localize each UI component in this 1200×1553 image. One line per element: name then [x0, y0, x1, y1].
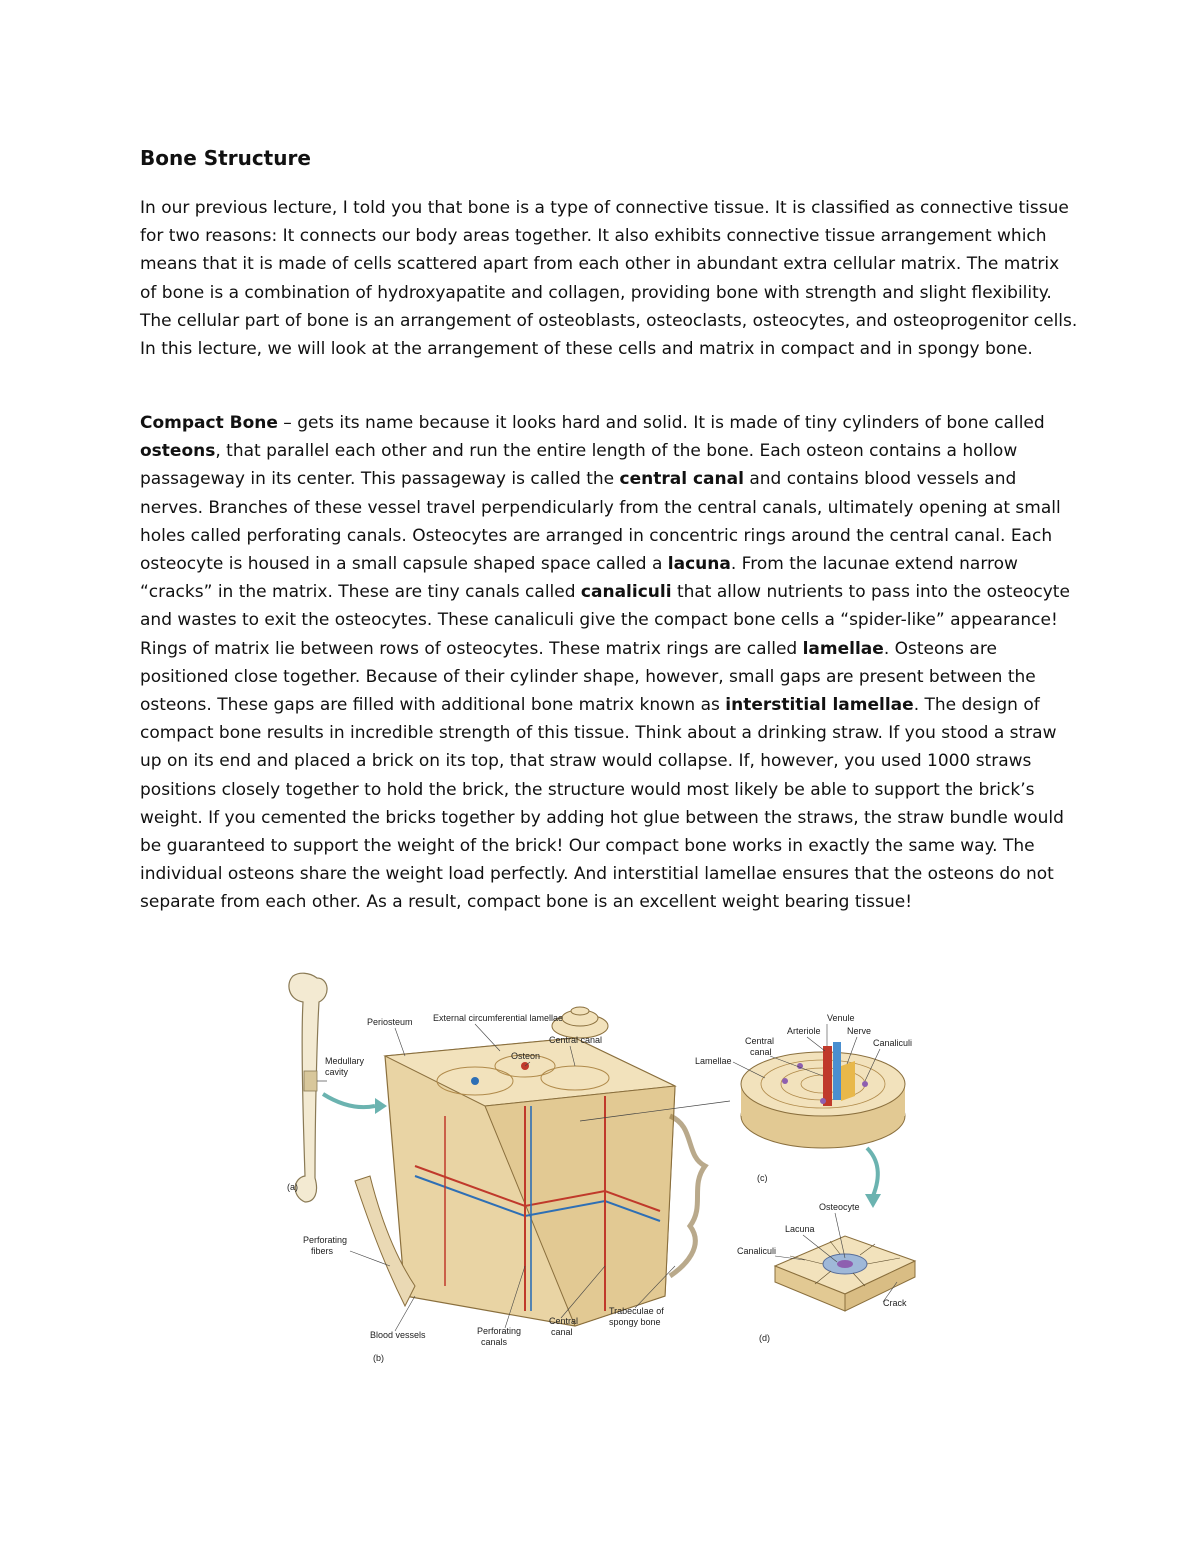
arrow-head-icon: [865, 1194, 881, 1208]
label-cavity: cavity: [325, 1067, 349, 1077]
arrow-c-to-d: [867, 1148, 878, 1196]
label-d-canaliculi: Canaliculi: [737, 1246, 777, 1256]
label-crack: Crack: [883, 1298, 907, 1308]
label-c-central-1: Central: [745, 1036, 775, 1046]
term-lamellae: lamellae: [802, 638, 884, 659]
label-c-central-2: canal: [750, 1047, 772, 1057]
label-central-canal-b-1: Central: [549, 1316, 579, 1326]
arrow-head-icon: [375, 1098, 387, 1114]
label-periosteum: Periosteum: [367, 1017, 413, 1027]
label-perforating-fibers-2: fibers: [311, 1246, 334, 1256]
label-trabeculae-2: spongy bone: [609, 1317, 661, 1327]
label-osteon: Osteon: [511, 1051, 541, 1061]
label-b: (b): [373, 1353, 384, 1363]
label-c: (c): [757, 1173, 768, 1183]
text-span: . The design of compact bone results in incredible strength of this tissue. Think about a drinking straw. If you stood a straw up on its end and placed a brick on its top, that straw would collapse. If, however, you used 1000 straws positions closely together to hold the brick, the structure would most likely be able to support the brick’s weight. If you cemented the bricks together by adding hot glue between the straws, the straw bundle would be guaranteed to support the weight of the brick! Our compact bone works in exactly the same way. The individual osteons share the weight load perfectly. And interstitial lamellae ensures that the osteons do not separate from each other. As a result, compact bone is an excellent weight bearing tissue!: [140, 695, 1064, 913]
bone-structure-figure: [275, 966, 935, 1366]
label-perforating-fibers-1: Perforating: [303, 1235, 348, 1245]
label-blood-vessels: Blood vessels: [370, 1330, 426, 1340]
label-arteriole: Arteriole: [787, 1026, 821, 1036]
label-perforating-canals-2: canals: [481, 1337, 508, 1347]
term-lacuna: lacuna: [667, 554, 731, 575]
label-d: (d): [759, 1333, 770, 1343]
arrow-a-to-b: [323, 1094, 375, 1107]
term-interstitial-lamellae: interstitial lamellae: [725, 695, 914, 716]
label-venule: Venule: [827, 1013, 855, 1023]
page-title: Bone Structure: [140, 146, 311, 170]
osteon-disc: [741, 1042, 905, 1148]
term-canaliculi: canaliculi: [580, 582, 672, 603]
label-c-canaliculi: Canaliculi: [873, 1038, 913, 1048]
label-lamellae: Lamellae: [695, 1056, 732, 1066]
label-medullary: Medullary: [325, 1056, 365, 1066]
label-a: (a): [287, 1182, 298, 1192]
text-span: that allow nutrients to pass into the osteocyte and wastes to exit the osteocytes. These canaliculi give the compact bone cells a “spider-like” appearance! Rings of matrix lie between rows of osteocytes. These matrix rings are called: [140, 582, 1070, 659]
label-trabeculae-1: Trabeculae of: [609, 1306, 664, 1316]
label-external-lamellae: External circumferential lamellae: [433, 1013, 564, 1023]
text-span: . From the lacunae extend narrow “cracks” in the matrix. These are tiny canals called: [140, 554, 1018, 603]
term-osteons: osteons: [140, 441, 216, 462]
label-perforating-canals-1: Perforating: [477, 1326, 522, 1336]
label-osteocyte: Osteocyte: [819, 1202, 860, 1212]
term-central-canal: central canal: [619, 469, 744, 490]
femur-illustration: [289, 973, 327, 1202]
intro-paragraph: In our previous lecture, I told you that bone is a type of connective tissue. It is classified as connective tissue for two reasons: It connects our body areas together. It also exhibits connective tissue arrangement which means that it is made of cells scattered apart from each other in abundant extra cellular matrix. The matrix of bone is a combination of hydroxyapatite and collagen, providing bone with strength and slight flexibility. The cellular part of bone is an arrangement of osteoblasts, osteoclasts, osteocytes, and osteoprogenitor cells. In this lecture, we will look at the arrangement of these cells and matrix in compact and in spongy bone.: [140, 198, 1078, 360]
text-span: and contains blood vessels and nerves. Branches of these vessel travel perpendicularly from the central canals, ultimately opening at small holes called perforating canals. Osteocytes are arranged in concentric rings around the central canal. Each osteocyte is housed in a small capsule shaped space called a: [140, 469, 1061, 575]
compact-bone-paragraph: [140, 409, 1080, 917]
term-compact-bone: Compact Bone: [140, 413, 278, 433]
label-central-canal-top: Central canal: [549, 1035, 603, 1045]
text-span: – gets its name because it looks hard and solid. It is made of tiny cylinders of bone called: [277, 413, 1045, 433]
text-span: , that parallel each other and run the entire length of the bone. Each osteon contains a hollow passageway in its center. This passageway is called the: [140, 441, 1018, 490]
label-central-canal-b-2: canal: [551, 1327, 573, 1337]
label-lacuna: Lacuna: [785, 1224, 815, 1234]
text-span: . Osteons are positioned close together. Because of their cylinder shape, however, small gaps are present between the osteons. These gaps are filled with additional bone matrix known as: [140, 638, 1036, 716]
label-nerve: Nerve: [847, 1026, 872, 1036]
